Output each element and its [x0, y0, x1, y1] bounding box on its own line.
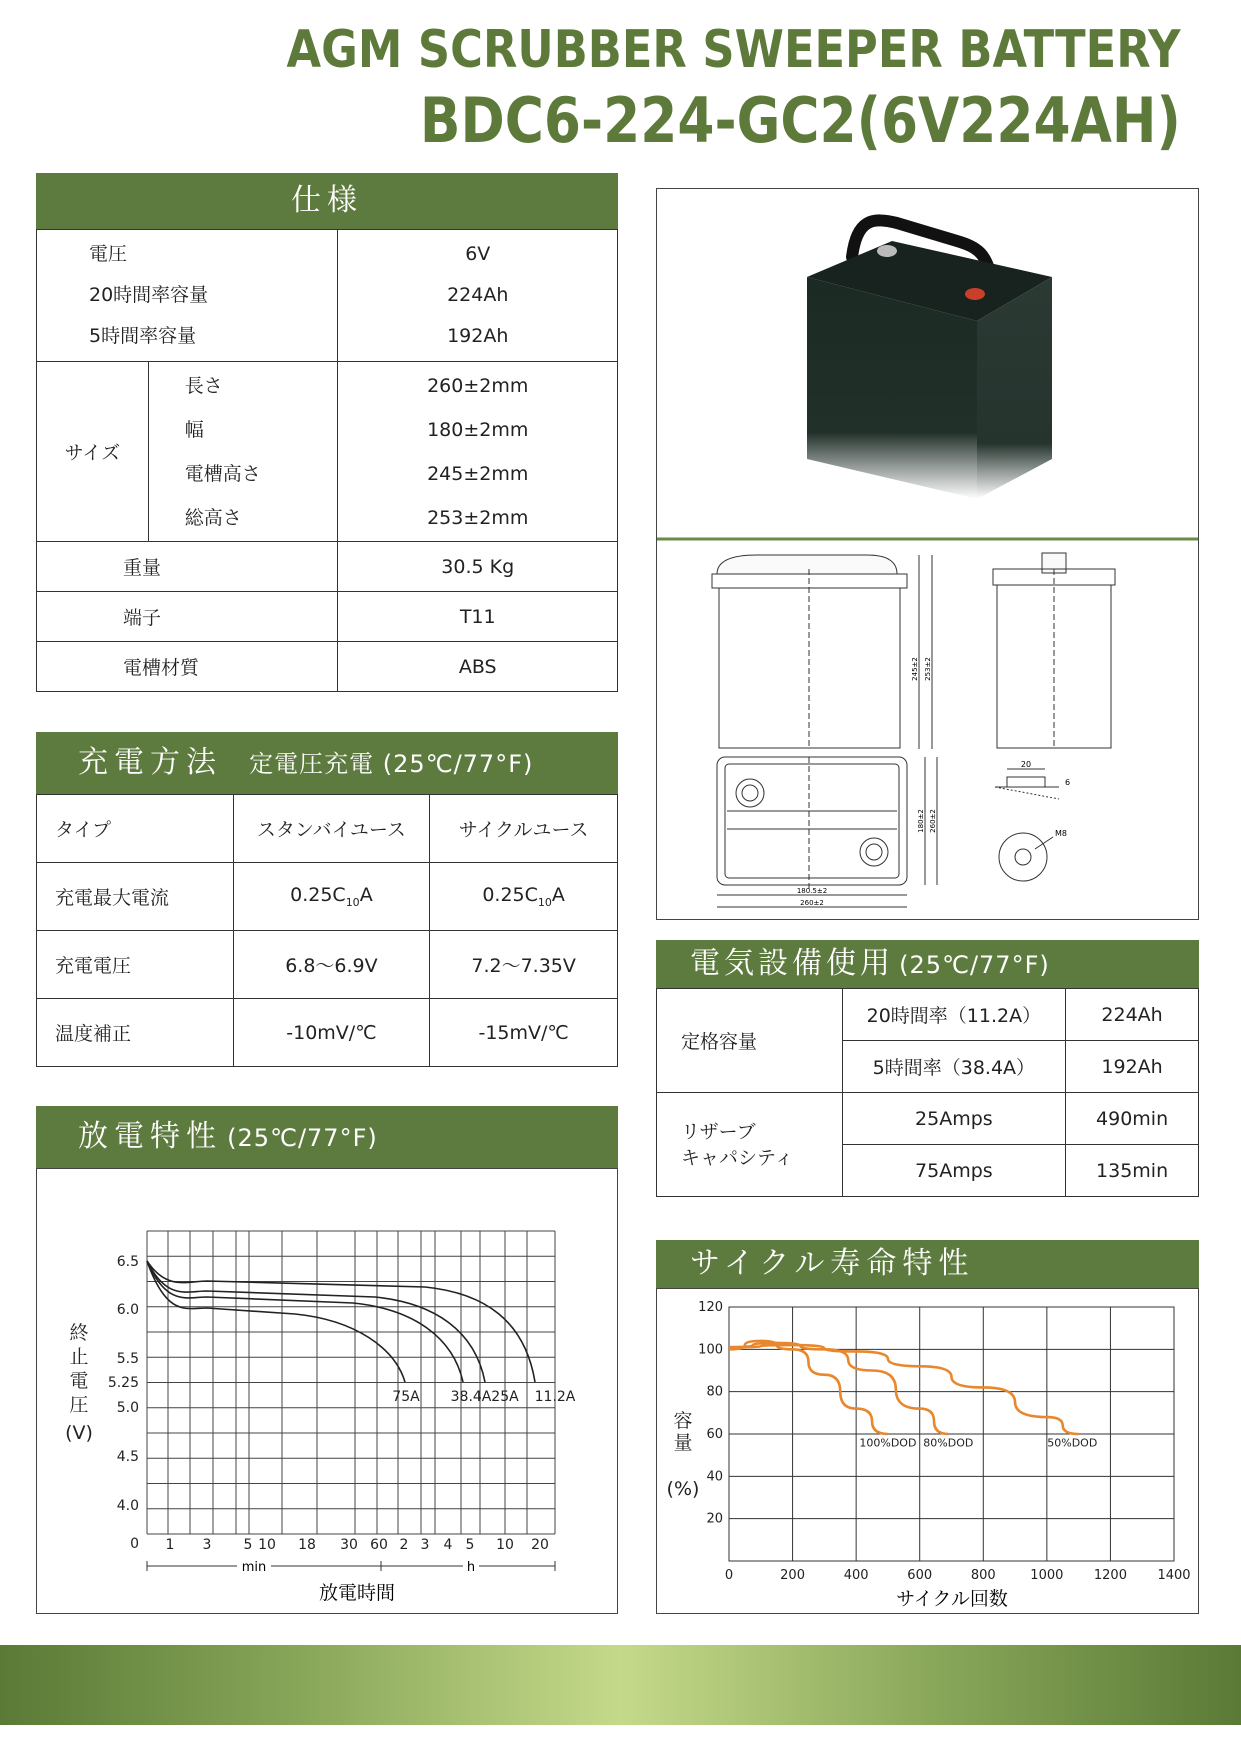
voltage-label: 電圧 [89, 243, 128, 265]
discharge-series-label: 25A [491, 1389, 519, 1405]
dim-260b-label: 260±2 [800, 899, 824, 907]
discharge-curve-25A [147, 1261, 485, 1382]
cycle-series-label: 80%DOD [923, 1436, 974, 1450]
discharge-series-label: 75A [392, 1389, 420, 1405]
dim-260-label: 260±2 [929, 809, 937, 833]
discharge-x-tick: 2 [399, 1537, 409, 1553]
cycle-series-label: 50%DOD [1047, 1436, 1098, 1450]
rate5-label: 5時間率（38.4A） [842, 1041, 1066, 1093]
dim-20-label: 20 [1020, 760, 1032, 769]
charge-type-label: タイプ [37, 795, 234, 863]
discharge-ylabel-char: 圧 [69, 1394, 89, 1416]
discharge-curve-11.2A [147, 1261, 535, 1382]
standby-header: スタンバイユース [233, 795, 430, 863]
top-view-drawing [717, 757, 937, 907]
cycle-series-label: 100%DOD [859, 1436, 917, 1450]
length-label: 長さ [184, 374, 223, 397]
terminal-detail-drawing [995, 769, 1059, 881]
total-height-value: 253±2mm [427, 506, 529, 529]
cap20-value: 224Ah [447, 284, 509, 306]
spec-band [36, 173, 618, 229]
charge-title: 充電方法 [78, 745, 222, 780]
cycle-x-tick: 200 [780, 1568, 805, 1583]
max-current-standby: $0.25C_{10}A$ [233, 863, 430, 931]
discharge-unit-h: h [466, 1560, 476, 1575]
weight-label: 重量 [37, 542, 338, 592]
discharge-subtitle: (25℃/77°F) [227, 1124, 378, 1152]
rated-capacity-label: 定格容量 [657, 989, 843, 1093]
cycle-xlabel: サイクル回数 [896, 1588, 1008, 1610]
dim-245-label: 245±2 [911, 657, 919, 681]
discharge-xlabel: 放電時間 [318, 1582, 396, 1604]
footer-gradient-band [0, 1645, 1241, 1725]
temp-comp-cycle: -15mV/℃ [430, 999, 618, 1067]
cycle-y-tick: 100 [698, 1342, 723, 1358]
material-label: 電槽材質 [37, 642, 338, 692]
dim-180b-label: 180.5±2 [796, 887, 828, 895]
discharge-x-tick: 10 [496, 1537, 514, 1553]
discharge-x-tick: 18 [298, 1537, 316, 1553]
weight-value: 30.5 Kg [338, 542, 618, 592]
cycle-title: サイクル寿命特性 [690, 1246, 975, 1281]
cycle-x-tick: 1000 [1030, 1568, 1064, 1583]
side-elevation-drawing [993, 553, 1115, 749]
max-current-cycle: $0.25C_{10}A$ [430, 863, 618, 931]
cycle-x-tick: 400 [843, 1568, 869, 1583]
cycle-curve-80%DOD [729, 1343, 948, 1434]
discharge-x-tick: 4 [443, 1537, 453, 1553]
rate20-value: 224Ah [1066, 989, 1199, 1041]
temp-comp-label: 温度補正 [37, 999, 234, 1067]
amps25-label: 25Amps [842, 1093, 1066, 1145]
discharge-y-tick: 6.5 [116, 1254, 139, 1270]
discharge-x-tick: 60 [370, 1537, 388, 1553]
electrical-subtitle: (25℃/77°F) [899, 951, 1050, 979]
discharge-y-tick: 6.0 [116, 1302, 139, 1318]
discharge-x-tick: 1 [165, 1537, 175, 1553]
discharge-ylabel-char: 電 [69, 1370, 89, 1392]
cycle-ylabel-unit: (%) [666, 1478, 700, 1500]
cycle-chart [657, 1289, 1198, 1613]
electrical-band [656, 940, 1199, 988]
discharge-ylabel-unit: (V) [65, 1422, 93, 1444]
temp-comp-standby: -10mV/℃ [233, 999, 430, 1067]
discharge-x-tick: 3 [202, 1537, 212, 1553]
discharge-y-tick: 5.5 [116, 1351, 139, 1367]
cycle-curve-100%DOD [729, 1341, 888, 1434]
product-image-box [656, 188, 1199, 920]
discharge-chart-box [36, 1168, 618, 1614]
max-current-label: 充電最大電流 [37, 863, 234, 931]
discharge-ylabel-char: 終 [69, 1322, 89, 1344]
discharge-y-tick: 4.5 [116, 1449, 139, 1465]
length-value: 260±2mm [427, 374, 529, 397]
amps25-value: 490min [1066, 1093, 1199, 1145]
cycle-y-tick: 40 [706, 1469, 723, 1485]
battery-render [657, 189, 1198, 919]
terminal-value: T11 [338, 592, 618, 642]
cap5-label: 5時間率容量 [89, 325, 197, 347]
product-category-title: AGM SCRUBBER SWEEPER BATTERY [286, 20, 1181, 80]
discharge-x-tick: 5 [465, 1537, 475, 1553]
rate5-value: 192Ah [1066, 1041, 1199, 1093]
discharge-y-tick: 4.0 [116, 1498, 139, 1514]
discharge-curve-75A [147, 1261, 405, 1382]
spec-title: 仕様 [291, 183, 363, 218]
cycle-band [656, 1240, 1199, 1288]
cap5-value: 192Ah [447, 325, 509, 347]
discharge-series-label: 38.4A [450, 1389, 492, 1405]
discharge-y-tick: 0 [130, 1536, 139, 1552]
charge-table [36, 794, 618, 1067]
cycle-ylabel-char: 容 [673, 1410, 693, 1432]
electrical-title: 電気設備使用 [690, 946, 894, 981]
charge-voltage-cycle: 7.2〜7.35V [430, 931, 618, 999]
discharge-unit-min: min [241, 1560, 267, 1575]
discharge-series-label: 11.2A [534, 1389, 576, 1405]
cycle-ylabel-char: 量 [673, 1432, 693, 1454]
size-label: サイズ [37, 362, 149, 542]
negative-terminal-icon [877, 245, 897, 257]
cycle-y-tick: 80 [706, 1384, 723, 1400]
material-value: ABS [338, 642, 618, 692]
cycle-chart-box [656, 1288, 1199, 1614]
discharge-x-tick: 20 [531, 1537, 549, 1553]
discharge-x-tick: 5 [243, 1537, 253, 1553]
width-label: 幅 [184, 418, 204, 441]
terminal-label: 端子 [37, 592, 338, 642]
cycle-curve-50%DOD [729, 1345, 1079, 1434]
total-height-label: 総高さ [184, 506, 242, 529]
dim-253-label: 253±2 [924, 657, 932, 681]
cycle-x-tick: 0 [724, 1568, 734, 1583]
discharge-x-tick: 30 [340, 1537, 358, 1553]
dim-180-label: 180±2 [917, 809, 925, 833]
charge-subtitle: 定電圧充電 (25℃/77°F) [249, 750, 534, 778]
case-height-value: 245±2mm [427, 462, 529, 485]
voltage-value: 6V [465, 243, 491, 265]
cycle-x-tick: 1200 [1093, 1568, 1127, 1583]
cycle-y-tick: 120 [698, 1300, 723, 1315]
discharge-band [36, 1106, 618, 1168]
spec-table [36, 229, 618, 692]
charge-band [36, 732, 618, 794]
width-value: 180±2mm [427, 418, 529, 441]
discharge-title: 放電特性 [78, 1119, 222, 1154]
cycle-x-tick: 800 [970, 1568, 996, 1583]
rate20-label: 20時間率（11.2A） [842, 989, 1066, 1041]
electrical-table [656, 988, 1199, 1197]
discharge-x-tick: 3 [420, 1537, 430, 1553]
discharge-x-tick: 10 [258, 1537, 276, 1553]
product-model-title: BDC6-224-GC2(6V224AH) [420, 84, 1181, 157]
discharge-chart [37, 1169, 617, 1613]
positive-terminal-icon [965, 288, 985, 300]
amps75-label: 75Amps [842, 1145, 1066, 1197]
cycle-x-tick: 600 [907, 1568, 933, 1583]
dim-6-label: 6 [1065, 778, 1071, 787]
front-elevation-drawing [712, 555, 932, 749]
discharge-y-tick: 5.0 [116, 1400, 139, 1416]
cycle-header: サイクルユース [430, 795, 618, 863]
reserve-capacity-label: リザーブ キャパシティ [657, 1093, 843, 1197]
m8-label: M8 [1055, 829, 1067, 838]
discharge-ylabel-char: 止 [69, 1346, 89, 1368]
discharge-y-tick: 5.25 [107, 1375, 139, 1391]
charge-voltage-label: 充電電圧 [37, 931, 234, 999]
charge-voltage-standby: 6.8〜6.9V [233, 931, 430, 999]
cycle-x-tick: 1400 [1157, 1568, 1191, 1583]
case-height-label: 電槽高さ [184, 462, 261, 485]
cap20-label: 20時間率容量 [89, 284, 209, 306]
amps75-value: 135min [1066, 1145, 1199, 1197]
cycle-y-tick: 20 [706, 1511, 723, 1527]
cycle-y-tick: 60 [706, 1427, 723, 1442]
discharge-curve-38.4A [147, 1261, 463, 1382]
